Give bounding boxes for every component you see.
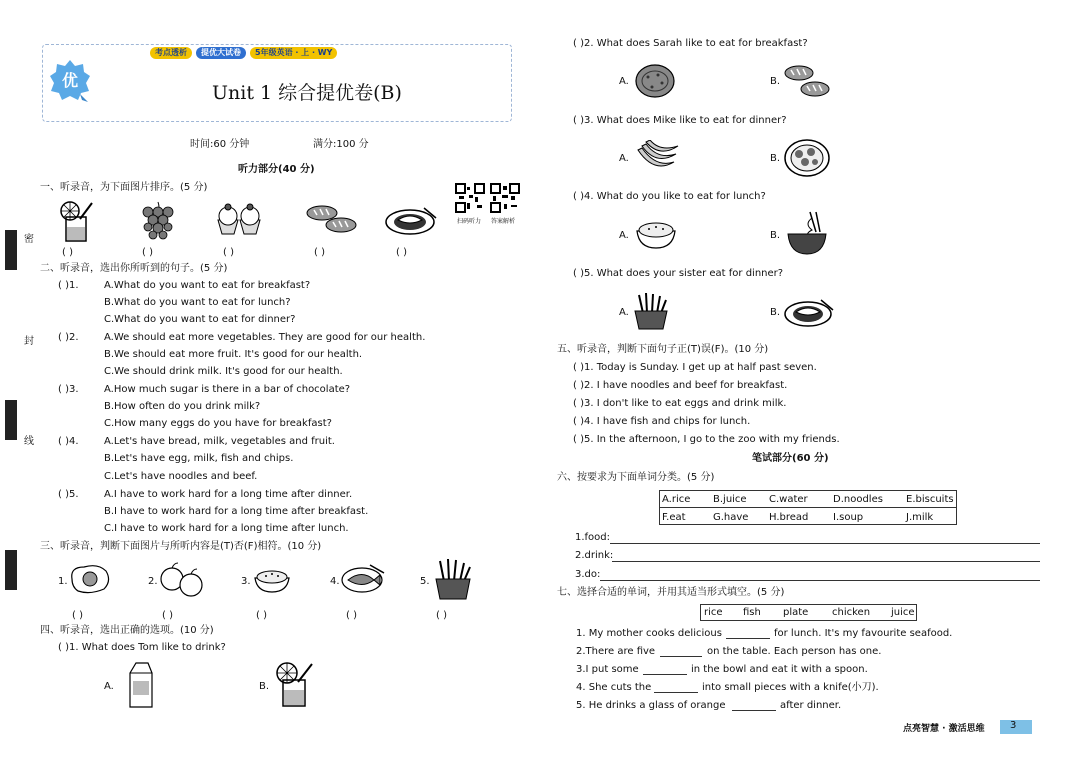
section-5-title: 五、听录音，判断下面句子正(T)误(F)。(10 分) (557, 344, 769, 355)
page-number: 3 (1010, 720, 1017, 731)
margin-label-seal: 密 (24, 234, 34, 245)
question-number[interactable]: ( )2. (58, 332, 79, 343)
juice-glass-icon (58, 199, 96, 243)
question-text: ( )4. What do you like to eat for lunch? (573, 191, 766, 202)
excellent-badge-icon (48, 58, 92, 102)
brand-pill: 提优大试卷 (196, 47, 246, 59)
fill-blank[interactable] (654, 692, 698, 693)
word-bank (700, 604, 917, 621)
option-text: C.I have to work hard for a long time after lunch. (104, 523, 349, 534)
fill-sentence-start: 1. My mother cooks delicious (576, 628, 722, 639)
milk-carton-icon (124, 661, 158, 709)
juice-glass-icon (274, 660, 314, 708)
answer-blank[interactable]: ( ) (314, 247, 325, 258)
word-option: D.noodles (833, 494, 883, 505)
fish-dish-icon (384, 204, 438, 236)
option-label: A. (104, 681, 114, 692)
written-section-title: 笔试部分(60 分) (752, 453, 829, 464)
answer-blank[interactable]: ( ) (162, 610, 173, 621)
fried-egg-icon (68, 563, 112, 595)
option-text: A.I have to work hard for a long time after dinner. (104, 489, 353, 500)
option-label: B. (770, 76, 781, 87)
question-number[interactable]: ( )5. (58, 489, 79, 500)
picture-number: 3. (241, 576, 251, 587)
qr-code-icon (455, 183, 485, 213)
option-text: C.Let's have noodles and beef. (104, 471, 258, 482)
picture-number: 1. (58, 576, 68, 587)
statement[interactable]: ( )1. Today is Sunday. I get up at half past seven. (573, 362, 817, 373)
answer-blank[interactable]: ( ) (396, 247, 407, 258)
word-option: I.soup (833, 512, 864, 523)
question-number[interactable]: ( )4. (58, 436, 79, 447)
fill-blank[interactable] (726, 638, 770, 639)
option-label: B. (770, 307, 781, 318)
option-label: B. (770, 153, 781, 164)
answer-line[interactable] (610, 543, 1040, 544)
picture-number: 5. (420, 576, 430, 587)
answer-line[interactable] (600, 580, 1040, 581)
page-title: Unit 1 综合提优卷(B) (212, 82, 402, 104)
fill-sentence-start: 3.I put some (576, 664, 639, 675)
option-text: A.Let's have bread, milk, vegetables and fruit. (104, 436, 335, 447)
word-option: A.rice (662, 494, 691, 505)
picture-number: 2. (148, 576, 158, 587)
cupcakes-icon (214, 202, 264, 236)
fill-sentence-end: in the bowl and eat it with a spoon. (691, 664, 868, 675)
fill-blank[interactable] (660, 656, 702, 657)
margin-label-seal: 封 (24, 336, 34, 347)
section-6-title: 六、按要求为下面单词分类。(5 分) (557, 472, 715, 483)
fill-sentence-start: 2.There are five (576, 646, 656, 657)
margin-bar (5, 230, 17, 270)
question-text: ( )3. What does Mike like to eat for dinner? (573, 115, 787, 126)
answer-blank[interactable]: ( ) (72, 610, 83, 621)
question-number[interactable]: ( )1. (58, 280, 79, 291)
noodles-icon (786, 210, 828, 256)
option-label: A. (619, 76, 629, 87)
option-text: B.How often do you drink milk? (104, 401, 261, 412)
option-text: C.We should drink milk. It's good for our health. (104, 366, 343, 377)
listening-section-title: 听力部分(40 分) (238, 164, 315, 175)
bread-loaves-icon (305, 203, 359, 235)
word-bank-item: chicken (832, 607, 871, 618)
answer-blank[interactable]: ( ) (346, 610, 357, 621)
section-2-title: 二、听录音，选出你所听到的句子。(5 分) (40, 263, 228, 274)
option-label: B. (259, 681, 270, 692)
fill-sentence-end: on the table. Each person has one. (707, 646, 882, 657)
word-option: G.have (713, 512, 749, 523)
apples-icon (158, 561, 206, 597)
question-number[interactable]: ( )3. (58, 384, 79, 395)
statement[interactable]: ( )5. In the afternoon, I go to the zoo with my friends. (573, 434, 840, 445)
word-bank-item: juice (891, 607, 915, 618)
fill-sentence-end: after dinner. (780, 700, 842, 711)
category-label-do: 3.do: (575, 569, 601, 580)
word-bank-item: rice (704, 607, 723, 618)
cookie-icon (634, 63, 676, 99)
word-bank-item: fish (743, 607, 761, 618)
section-4-title: 四、听录音，选出正确的选项。(10 分) (40, 625, 214, 636)
exam-time: 时间:60 分钟 (190, 139, 250, 150)
answer-blank[interactable]: ( ) (62, 247, 73, 258)
option-text: C.How many eggs do you have for breakfast? (104, 418, 332, 429)
question-text: ( )1. What does Tom like to drink? (58, 642, 226, 653)
option-text: B.I have to work hard for a long time after breakfast. (104, 506, 369, 517)
section-7-title: 七、选择合适的单词，并用其适当形式填空。(5 分) (557, 587, 785, 598)
bread-loaves-icon (783, 63, 831, 99)
answer-blank[interactable]: ( ) (436, 610, 447, 621)
qr-label: 答案解析 (491, 218, 516, 225)
fish-dish-icon (783, 296, 835, 328)
margin-bar (5, 550, 17, 590)
option-text: A.How much sugar is there in a bar of chocolate? (104, 384, 351, 395)
option-text: A.What do you want to eat for breakfast? (104, 280, 311, 291)
question-text: ( )5. What does your sister eat for dinner? (573, 268, 784, 279)
word-option: J.milk (906, 512, 934, 523)
fill-blank[interactable] (732, 710, 776, 711)
footer-slogan: 点亮智慧 · 激活思维 (903, 724, 985, 734)
answer-line[interactable] (612, 561, 1040, 562)
header-pills (150, 46, 337, 60)
statement[interactable]: ( )3. I don't like to eat eggs and drink milk. (573, 398, 787, 409)
answer-blank[interactable]: ( ) (223, 247, 234, 258)
section-3-title: 三、听录音，判断下面图片与所听内容是(T)否(F)相符。(10 分) (40, 541, 322, 552)
rice-bowl-icon (252, 566, 292, 594)
french-fries-icon (630, 291, 672, 331)
fill-sentence-end: for lunch. It's my favourite seafood. (774, 628, 953, 639)
category-label-drink: 2.drink: (575, 550, 614, 561)
fish-dish-icon (340, 563, 386, 595)
qr-label: 扫码听力 (457, 218, 482, 225)
word-option: B.juice (713, 494, 747, 505)
option-text: A.We should eat more vegetables. They are good for our health. (104, 332, 426, 343)
qr-code-icon (490, 183, 520, 213)
word-box-divider (659, 507, 956, 508)
rice-bowl-icon (634, 218, 678, 250)
exam-score: 满分:100 分 (313, 139, 369, 150)
category-label-food: 1.food: (575, 532, 611, 543)
picture-number: 4. (330, 576, 340, 587)
grade-pill: 5年级英语 · 上 · WY (250, 47, 337, 59)
word-option: F.eat (662, 512, 686, 523)
section-1-title: 一、听录音，为下面图片排序。(5 分) (40, 182, 208, 193)
statement[interactable]: ( )4. I have fish and chips for lunch. (573, 416, 751, 427)
word-option: E.biscuits (906, 494, 954, 505)
statement[interactable]: ( )2. I have noodles and beef for breakfast. (573, 380, 788, 391)
option-label: A. (619, 230, 629, 241)
option-text: B.We should eat more fruit. It's good for our health. (104, 349, 363, 360)
cooked-dish-icon (783, 138, 831, 178)
fill-blank[interactable] (643, 674, 687, 675)
fill-sentence-end: into small pieces with a knife(小刀). (702, 682, 879, 693)
option-text: C.What do you want to eat for dinner? (104, 314, 296, 325)
option-text: B.What do you want to eat for lunch? (104, 297, 291, 308)
option-label: B. (770, 230, 781, 241)
option-label: A. (619, 153, 629, 164)
word-option: H.bread (769, 512, 809, 523)
option-label: A. (619, 307, 629, 318)
fill-sentence-start: 5. He drinks a glass of orange (576, 700, 726, 711)
answer-blank[interactable]: ( ) (142, 247, 153, 258)
margin-bar (5, 400, 17, 440)
french-fries-icon (430, 557, 476, 601)
grapes-icon (138, 200, 178, 242)
option-text: B.Let's have egg, milk, fish and chips. (104, 453, 294, 464)
fill-sentence-start: 4. She cuts the (576, 682, 652, 693)
word-option: C.water (769, 494, 808, 505)
badge-text: 优 (61, 71, 79, 90)
margin-label-line: 线 (24, 436, 34, 447)
question-text: ( )2. What does Sarah like to eat for breakfast? (573, 38, 808, 49)
bananas-icon (634, 140, 680, 174)
brand-pill: 考点透析 (150, 47, 192, 59)
answer-blank[interactable]: ( ) (256, 610, 267, 621)
word-bank-item: plate (783, 607, 809, 618)
